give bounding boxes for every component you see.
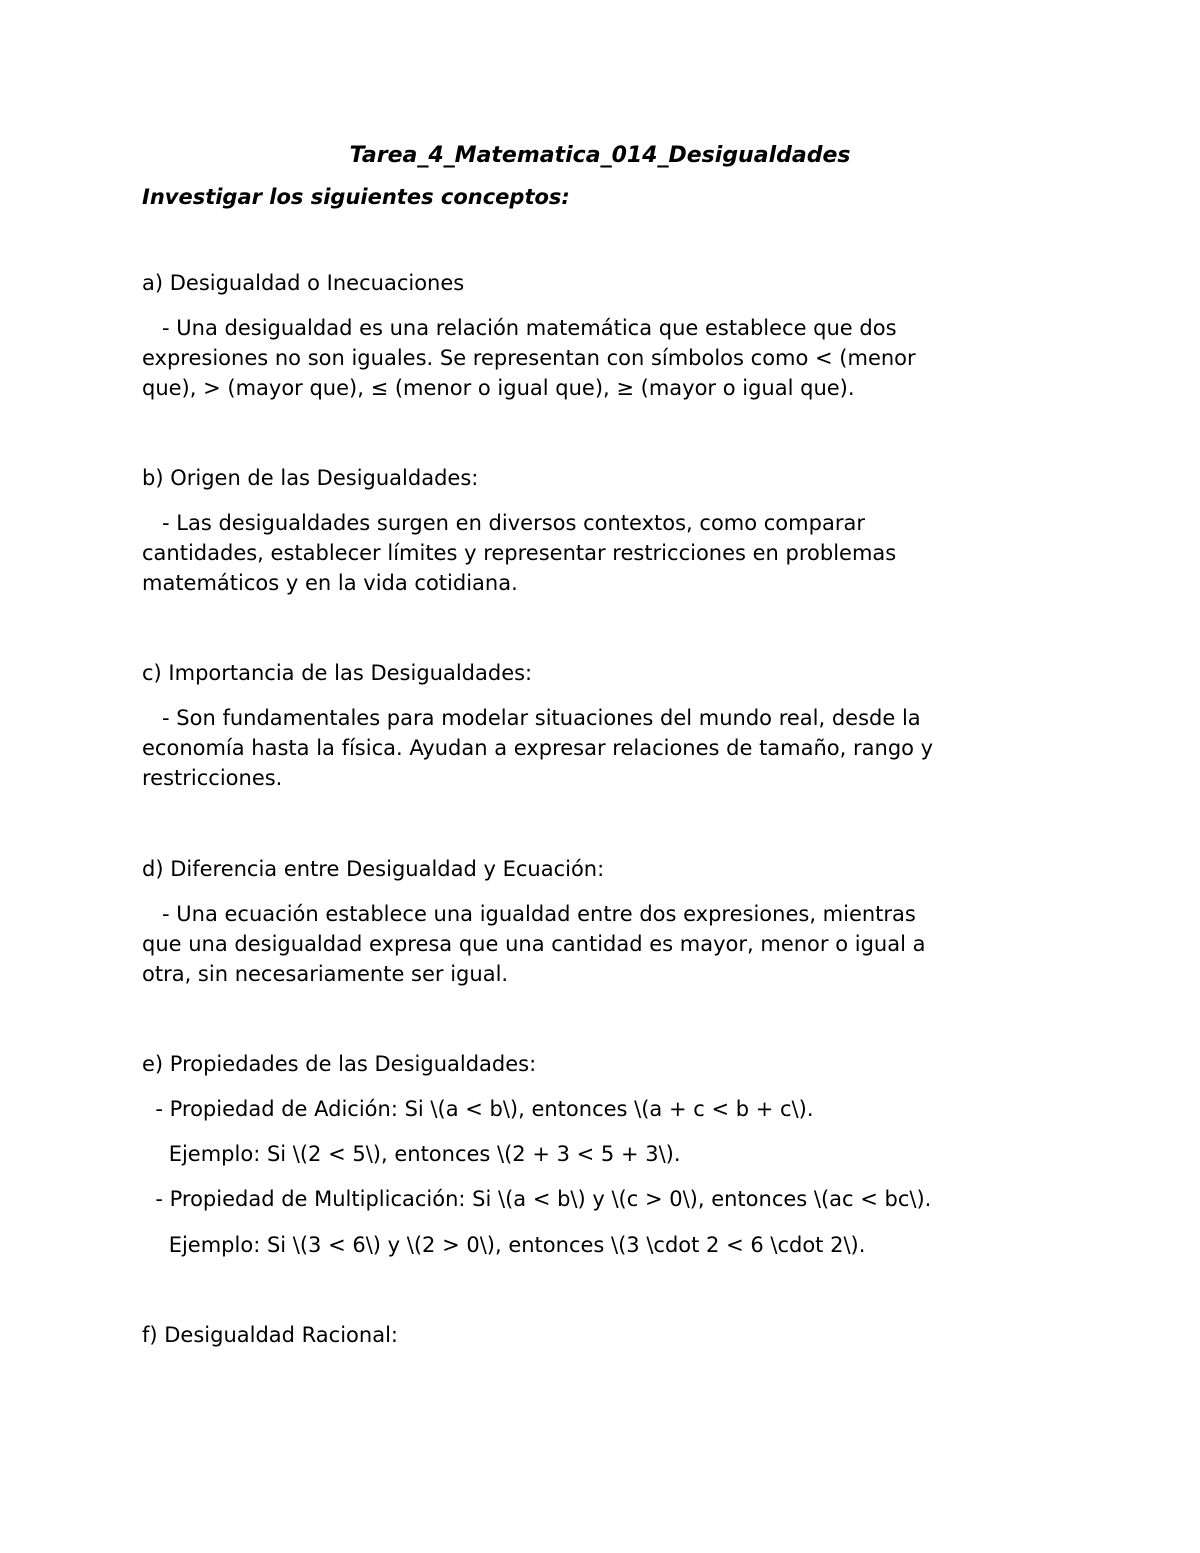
section-c-line-1: - Son fundamentales para modelar situaciones del mundo real, desde la	[142, 706, 921, 730]
section-c-line-3: restricciones.	[142, 766, 283, 790]
section-a-line-2: expresiones no son iguales. Se representan con símbolos como < (menor	[142, 346, 916, 370]
section-f-heading: f) Desigualdad Racional:	[142, 1323, 398, 1347]
document-title: Tarea_4_Matematica_014_Desigualdades	[349, 143, 851, 168]
section-b-line-3: matemáticos y en la vida cotidiana.	[142, 571, 518, 595]
section-c-line-2: economía hasta la física. Ayudan a expresar relaciones de tamaño, rango y	[142, 736, 934, 760]
section-e-line-3: - Propiedad de Multiplicación: Si \(a < b\) y \(c > 0\), entonces \(ac < bc\).	[142, 1187, 932, 1211]
section-a-line-1: - Una desigualdad es una relación matemática que establece que dos	[142, 316, 897, 340]
section-c-heading: c) Importancia de las Desigualdades:	[142, 661, 533, 685]
section-d-line-3: otra, sin necesariamente ser igual.	[142, 962, 509, 986]
section-e-line-2: Ejemplo: Si \(2 < 5\), entonces \(2 + 3 < 5 + 3\).	[142, 1142, 681, 1166]
section-e-heading: e) Propiedades de las Desigualdades:	[142, 1052, 537, 1076]
section-d-line-2: que una desigualdad expresa que una cantidad es mayor, menor o igual a	[142, 932, 926, 956]
section-a-line-3: que), > (mayor que), ≤ (menor o igual que), ≥ (mayor o igual que).	[142, 376, 855, 400]
section-b-heading: b) Origen de las Desigualdades:	[142, 466, 479, 490]
section-e-line-4: Ejemplo: Si \(3 < 6\) y \(2 > 0\), entonces \(3 \cdot 2 < 6 \cdot 2\).	[142, 1233, 866, 1257]
section-a-heading: a) Desigualdad o Inecuaciones	[142, 271, 465, 295]
section-b-line-1: - Las desigualdades surgen en diversos contextos, como comparar	[142, 511, 865, 535]
section-e-line-1: - Propiedad de Adición: Si \(a < b\), entonces \(a + c < b + c\).	[142, 1097, 814, 1121]
section-b-line-2: cantidades, establecer límites y representar restricciones en problemas	[142, 541, 897, 565]
section-d-heading: d) Diferencia entre Desigualdad y Ecuación:	[142, 857, 605, 881]
section-d-line-1: - Una ecuación establece una igualdad entre dos expresiones, mientras	[142, 902, 916, 926]
document-subtitle: Investigar los siguientes conceptos:	[142, 185, 570, 209]
